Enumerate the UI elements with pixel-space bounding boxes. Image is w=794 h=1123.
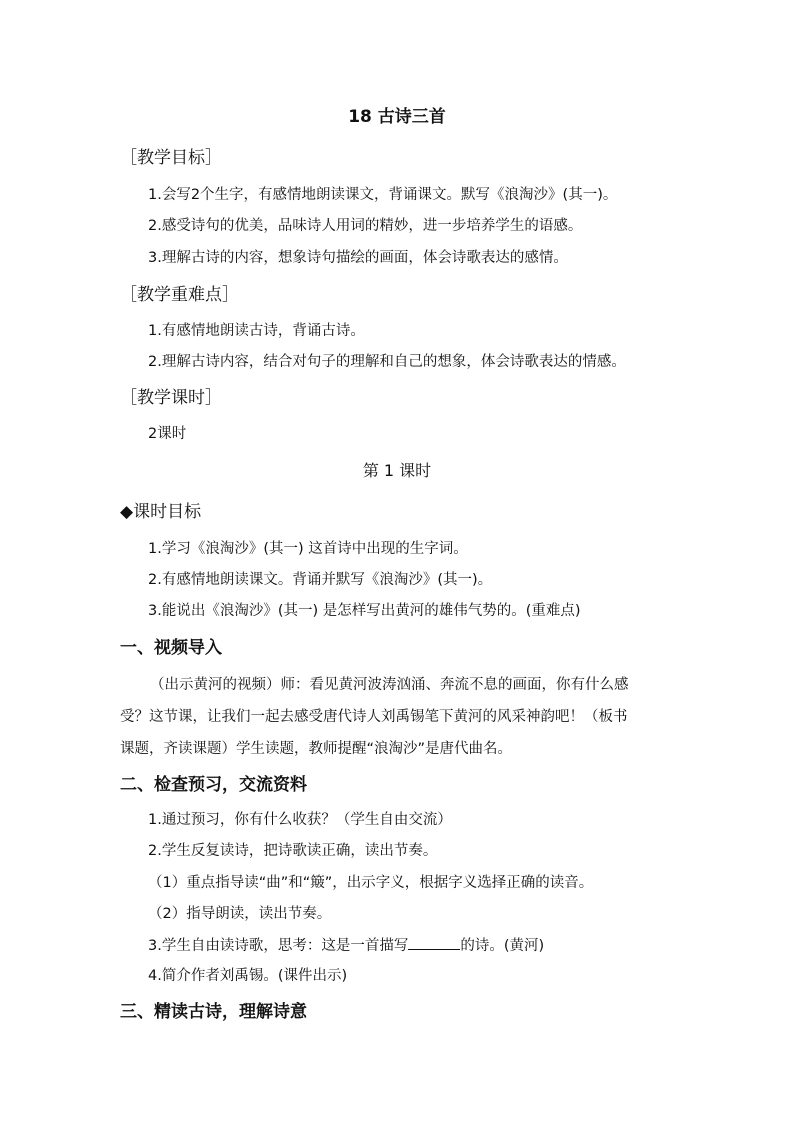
paragraph-line: （出示黄河的视频）师：看见黄河波涛汹涌、奔流不息的画面，你有什么感: [150, 677, 629, 693]
part2-item: 2.学生反复读诗，把诗歌读正确，读出节奏。: [148, 843, 438, 859]
key-item: 1.有感情地朗读古诗，背诵古诗。: [148, 323, 365, 339]
lesson-goals-heading: ◆课时目标: [120, 502, 202, 522]
lesson-goal-item: 1.学习《浪淘沙》(其一) 这首诗中出现的生字词。: [148, 541, 468, 557]
paragraph-line: 课题，齐读课题）学生读题，教师提醒“浪淘沙”是唐代曲名。: [120, 741, 513, 757]
part2-heading: 二、检查预习，交流资料: [120, 775, 307, 795]
teaching-goals-heading: ［教学目标］: [120, 148, 222, 168]
class-hours-heading: ［教学课时］: [120, 388, 222, 408]
key-points-heading: ［教学重难点］: [120, 285, 239, 305]
document-title: 18 古诗三首: [348, 107, 446, 127]
part2-subitem: （1）重点指导读“曲”和“簸”，出示字义，根据字义选择正确的读音。: [148, 875, 594, 891]
part2-subitem: （2）指导朗读，读出节奏。: [148, 906, 332, 922]
paragraph-line: 受？这节课，让我们一起去感受唐代诗人刘禹锡笔下黄河的风采神韵吧！（板书: [120, 709, 628, 725]
lesson-goal-item: 3.能说出《浪淘沙》(其一) 是怎样写出黄河的雄伟气势的。(重难点): [148, 603, 581, 619]
class-hours-value: 2课时: [148, 426, 187, 442]
blank-line: [408, 935, 460, 950]
item-text: 3.学生自由读诗歌，思考：这是一首描写: [148, 938, 409, 954]
part2-item: 4.简介作者刘禹锡。(课件出示): [148, 968, 348, 984]
part3-heading: 三、精读古诗，理解诗意: [120, 1002, 307, 1022]
item-text: 的诗。(黄河): [460, 938, 545, 954]
goal-item: 3.理解古诗的内容，想象诗句描绘的画面，体会诗歌表达的感情。: [148, 250, 568, 266]
lesson-title: 第 1 课时: [362, 461, 432, 480]
part2-item-fill-blank: [148, 935, 544, 956]
part2-item: 1.通过预习，你有什么收获？（学生自由交流）: [148, 812, 452, 828]
goal-item: 2.感受诗句的优美，品味诗人用词的精妙，进一步培养学生的语感。: [148, 218, 583, 234]
part1-heading: 一、视频导入: [120, 638, 222, 658]
goal-item: 1.会写2个生字，有感情地朗读课文，背诵课文。默写《浪淘沙》(其一)。: [148, 187, 618, 203]
lesson-goal-item: 2.有感情地朗读课文。背诵并默写《浪淘沙》(其一)。: [148, 572, 493, 588]
key-item: 2.理解古诗内容，结合对句子的理解和自己的想象，体会诗歌表达的情感。: [148, 354, 626, 370]
